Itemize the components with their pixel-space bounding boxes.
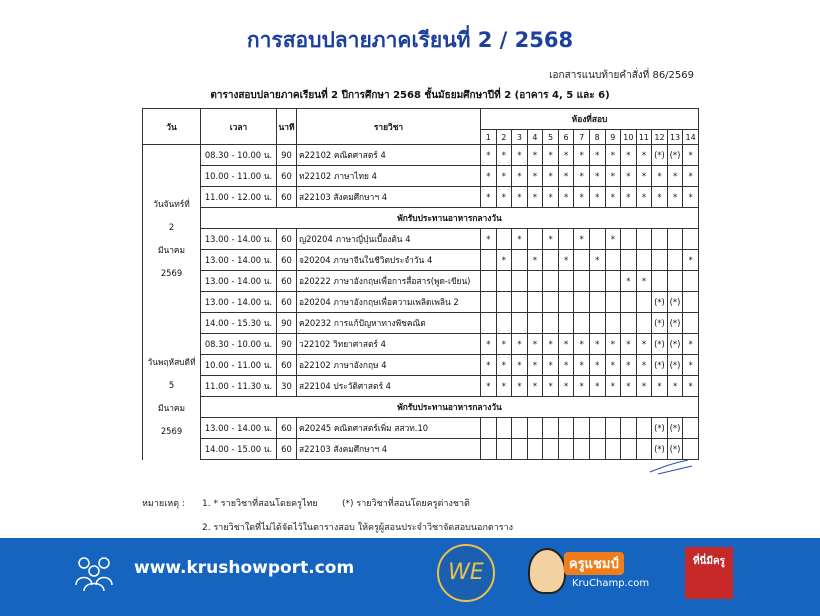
subject-cell: ท22102 ภาษาไทย 4 (297, 166, 481, 187)
room-mark-cell (574, 439, 590, 460)
room-mark-cell (605, 292, 621, 313)
room-mark-cell: * (574, 376, 590, 397)
room-mark-cell: * (605, 229, 621, 250)
room-mark-cell (652, 229, 668, 250)
room-mark-cell: (*) (667, 292, 683, 313)
room-mark-cell (589, 229, 605, 250)
room-mark-cell: * (496, 376, 512, 397)
room-mark-cell: * (512, 376, 528, 397)
room-mark-cell: * (574, 145, 590, 166)
document-reference: เอกสารแนบท้ายคำสั่งที่ 86/2569 (549, 70, 694, 81)
room-mark-cell: * (496, 355, 512, 376)
day-line: 2 (168, 222, 175, 233)
table-row (143, 313, 699, 334)
room-mark-cell: * (512, 145, 528, 166)
room-mark-cell: * (512, 355, 528, 376)
minutes-cell: 60 (277, 439, 297, 460)
room-mark-cell: * (605, 166, 621, 187)
room-mark-cell (636, 418, 652, 439)
room-mark-cell (605, 313, 621, 334)
room-mark-cell: * (558, 376, 574, 397)
room-mark-cell (558, 313, 574, 334)
minutes-cell: 60 (277, 166, 297, 187)
time-cell: 11.00 - 12.00 น. (201, 187, 277, 208)
room-number: 2 (496, 130, 512, 145)
room-mark-cell: * (512, 334, 528, 355)
day-cell (143, 334, 201, 460)
room-mark-cell: * (683, 166, 699, 187)
room-mark-cell: * (558, 145, 574, 166)
room-mark-cell: * (621, 271, 637, 292)
room-mark-cell (667, 250, 683, 271)
note-1a: 1. * รายวิชาที่สอนโดยครูไทย (202, 499, 318, 509)
room-mark-cell: * (543, 187, 559, 208)
subject-cell: อ20204 ภาษาอังกฤษเพื่อความเพลิดเพลิน 2 (297, 292, 481, 313)
room-mark-cell: * (543, 229, 559, 250)
room-mark-cell: * (652, 166, 668, 187)
lunch-break-label: พักรับประทานอาหารกลางวัน (201, 208, 699, 229)
room-mark-cell: * (636, 145, 652, 166)
room-mark-cell: * (496, 187, 512, 208)
room-mark-cell: * (558, 166, 574, 187)
table-row (143, 334, 699, 355)
room-mark-cell (512, 313, 528, 334)
room-mark-cell (605, 418, 621, 439)
room-mark-cell (621, 313, 637, 334)
room-mark-cell (481, 271, 497, 292)
room-mark-cell (605, 250, 621, 271)
room-mark-cell: * (636, 334, 652, 355)
room-mark-cell: (*) (667, 145, 683, 166)
room-mark-cell (667, 229, 683, 250)
room-mark-cell: (*) (667, 334, 683, 355)
room-mark-cell: * (621, 355, 637, 376)
room-mark-cell (543, 271, 559, 292)
room-mark-cell: * (605, 355, 621, 376)
day-line: มีนาคม (157, 402, 186, 413)
we-logo: WE (437, 544, 495, 602)
subject-cell: อ20222 ภาษาอังกฤษเพื่อการสื่อสาร(พูด-เขียน) (297, 271, 481, 292)
lunch-break-label: พักรับประทานอาหารกลางวัน (201, 397, 699, 418)
time-cell: 10.00 - 11.00 น. (201, 166, 277, 187)
room-number: 6 (558, 130, 574, 145)
room-mark-cell (496, 313, 512, 334)
table-row (143, 271, 699, 292)
room-mark-cell: * (527, 334, 543, 355)
room-mark-cell (683, 418, 699, 439)
room-mark-cell (683, 292, 699, 313)
room-mark-cell: * (621, 376, 637, 397)
room-mark-cell (621, 250, 637, 271)
room-mark-cell (481, 418, 497, 439)
room-mark-cell: * (667, 376, 683, 397)
room-mark-cell: * (481, 229, 497, 250)
table-row (143, 187, 699, 208)
red-logo: ที่นี่มีครู (685, 547, 733, 599)
room-mark-cell (527, 292, 543, 313)
header-subject: รายวิชา (297, 109, 481, 145)
room-mark-cell: * (683, 376, 699, 397)
minutes-cell: 90 (277, 334, 297, 355)
room-mark-cell: * (496, 334, 512, 355)
website-link[interactable]: www.krushowport.com (134, 558, 355, 578)
room-mark-cell (589, 313, 605, 334)
note-1b: (*) รายวิชาที่สอนโดยครูต่างชาติ (342, 499, 470, 509)
room-mark-cell: * (558, 355, 574, 376)
room-mark-cell (496, 292, 512, 313)
room-mark-cell: * (574, 187, 590, 208)
time-cell: 13.00 - 14.00 น. (201, 418, 277, 439)
room-mark-cell (621, 439, 637, 460)
subject-cell: อ22102 ภาษาอังกฤษ 4 (297, 355, 481, 376)
minutes-cell: 90 (277, 145, 297, 166)
room-mark-cell: * (481, 334, 497, 355)
room-mark-cell: * (636, 187, 652, 208)
room-number: 5 (543, 130, 559, 145)
room-mark-cell: (*) (652, 355, 668, 376)
room-mark-cell: * (589, 187, 605, 208)
room-mark-cell: * (636, 376, 652, 397)
day-line: 2569 (160, 425, 183, 436)
room-mark-cell (636, 292, 652, 313)
room-mark-cell: * (667, 187, 683, 208)
room-mark-cell: * (574, 355, 590, 376)
room-mark-cell: * (527, 166, 543, 187)
header-minutes: นาที (277, 109, 297, 145)
room-mark-cell (574, 313, 590, 334)
room-mark-cell: * (558, 250, 574, 271)
day-line: มีนาคม (157, 245, 186, 256)
lunch-break-row (143, 397, 699, 418)
room-mark-cell (512, 250, 528, 271)
room-number: 9 (605, 130, 621, 145)
table-row (143, 229, 699, 250)
notes-label: หมายเหตุ : (142, 499, 185, 509)
room-number: 10 (621, 130, 637, 145)
room-mark-cell: * (589, 376, 605, 397)
room-mark-cell (543, 418, 559, 439)
room-number: 11 (636, 130, 652, 145)
room-mark-cell (558, 271, 574, 292)
room-mark-cell (589, 292, 605, 313)
room-mark-cell: (*) (652, 145, 668, 166)
room-mark-cell (636, 313, 652, 334)
room-mark-cell: * (589, 355, 605, 376)
room-mark-cell (652, 250, 668, 271)
room-number: 4 (527, 130, 543, 145)
room-mark-cell: (*) (652, 313, 668, 334)
room-mark-cell: * (667, 166, 683, 187)
table-row (143, 166, 699, 187)
room-mark-cell (496, 418, 512, 439)
room-mark-cell: * (605, 376, 621, 397)
time-cell: 11.00 - 11.30 น. (201, 376, 277, 397)
exam-schedule-table (142, 108, 699, 460)
notes-section (142, 496, 513, 544)
room-mark-cell (527, 271, 543, 292)
room-mark-cell: * (496, 166, 512, 187)
subject-cell: ส22104 ประวัติศาสตร์ 4 (297, 376, 481, 397)
room-mark-cell: * (574, 334, 590, 355)
subject-cell: ค20232 การแก้ปัญหาทางพีชคณิต (297, 313, 481, 334)
room-number: 1 (481, 130, 497, 145)
table-row (143, 418, 699, 439)
room-mark-cell (558, 439, 574, 460)
room-mark-cell (512, 418, 528, 439)
room-mark-cell: (*) (667, 355, 683, 376)
room-mark-cell: (*) (667, 313, 683, 334)
subject-cell: ค20245 คณิตศาสตร์เพิ่ม สสวท.10 (297, 418, 481, 439)
header-day: วัน (143, 109, 201, 145)
room-mark-cell (481, 439, 497, 460)
room-mark-cell: * (543, 376, 559, 397)
room-mark-cell: * (605, 145, 621, 166)
time-cell: 14.00 - 15.30 น. (201, 313, 277, 334)
room-mark-cell (512, 439, 528, 460)
room-mark-cell (589, 271, 605, 292)
room-mark-cell (589, 439, 605, 460)
minutes-cell: 60 (277, 187, 297, 208)
room-mark-cell (589, 418, 605, 439)
room-mark-cell (574, 271, 590, 292)
room-mark-cell (605, 439, 621, 460)
room-mark-cell (683, 271, 699, 292)
room-mark-cell (558, 418, 574, 439)
note-2: 2. รายวิชาใดที่ไม่ได้จัดไว้ในตารางสอบ ให้ครูผู้สอนประจำวิชาจัดสอบนอกตาราง (202, 523, 514, 533)
room-mark-cell (667, 271, 683, 292)
avatar (528, 548, 566, 594)
room-mark-cell: * (496, 250, 512, 271)
room-mark-cell: * (636, 271, 652, 292)
table-row (143, 355, 699, 376)
subject-cell: ส22103 สังคมศึกษาฯ 4 (297, 439, 481, 460)
room-mark-cell (481, 292, 497, 313)
room-mark-cell: * (621, 145, 637, 166)
room-mark-cell: * (652, 376, 668, 397)
room-mark-cell (683, 313, 699, 334)
room-mark-cell (621, 229, 637, 250)
room-mark-cell: (*) (667, 418, 683, 439)
subject-cell: ว22102 วิทยาศาสตร์ 4 (297, 334, 481, 355)
room-mark-cell: * (543, 355, 559, 376)
room-mark-cell (574, 418, 590, 439)
room-mark-cell: * (589, 334, 605, 355)
minutes-cell: 60 (277, 271, 297, 292)
room-mark-cell: * (621, 334, 637, 355)
room-mark-cell: * (512, 187, 528, 208)
minutes-cell: 60 (277, 292, 297, 313)
room-mark-cell: * (481, 355, 497, 376)
room-mark-cell: * (574, 166, 590, 187)
minutes-cell: 30 (277, 376, 297, 397)
minutes-cell: 90 (277, 313, 297, 334)
table-row (143, 250, 699, 271)
room-mark-cell (558, 229, 574, 250)
room-mark-cell: * (543, 166, 559, 187)
room-mark-cell (496, 271, 512, 292)
room-mark-cell (481, 250, 497, 271)
room-number: 7 (574, 130, 590, 145)
kruchamp-name: ครูแชมป์ (564, 552, 624, 575)
room-mark-cell (496, 229, 512, 250)
room-mark-cell: * (558, 334, 574, 355)
room-mark-cell: (*) (652, 418, 668, 439)
kruchamp-domain: KruChamp.com (572, 578, 650, 589)
room-mark-cell (512, 271, 528, 292)
room-mark-cell: * (589, 250, 605, 271)
room-mark-cell: * (527, 145, 543, 166)
room-number: 8 (589, 130, 605, 145)
room-mark-cell (652, 271, 668, 292)
minutes-cell: 60 (277, 355, 297, 376)
room-mark-cell: (*) (667, 439, 683, 460)
page-title: การสอบปลายภาคเรียนที่ 2 / 2568 (246, 28, 574, 52)
room-mark-cell: * (543, 145, 559, 166)
signature-mark (648, 456, 694, 476)
room-mark-cell: * (558, 187, 574, 208)
room-mark-cell: * (496, 145, 512, 166)
room-mark-cell: * (683, 145, 699, 166)
room-mark-cell: * (512, 229, 528, 250)
room-number: 12 (652, 130, 668, 145)
room-number: 3 (512, 130, 528, 145)
day-cell (143, 145, 201, 334)
room-number: 14 (683, 130, 699, 145)
room-mark-cell: * (527, 355, 543, 376)
time-cell: 13.00 - 14.00 น. (201, 250, 277, 271)
room-mark-cell: * (605, 187, 621, 208)
day-line: 5 (168, 379, 175, 390)
time-cell: 08.30 - 10.00 น. (201, 334, 277, 355)
subject-cell: จ20204 ภาษาจีนในชีวิตประจำวัน 4 (297, 250, 481, 271)
room-mark-cell: * (574, 229, 590, 250)
room-mark-cell: * (621, 187, 637, 208)
room-mark-cell (527, 418, 543, 439)
table-row (143, 145, 699, 166)
table-row (143, 439, 699, 460)
room-mark-cell: * (605, 334, 621, 355)
room-mark-cell (527, 313, 543, 334)
room-mark-cell: * (481, 187, 497, 208)
time-cell: 13.00 - 14.00 น. (201, 229, 277, 250)
room-mark-cell: * (683, 187, 699, 208)
day-line: วันพฤหัสบดีที่ (147, 356, 196, 367)
kruchamp-logo (528, 546, 648, 598)
footer-banner (0, 538, 820, 616)
room-mark-cell: * (636, 166, 652, 187)
room-mark-cell (621, 292, 637, 313)
time-cell: 13.00 - 14.00 น. (201, 271, 277, 292)
room-mark-cell (636, 229, 652, 250)
header-rooms: ห้องที่สอบ (481, 109, 699, 130)
room-mark-cell (621, 418, 637, 439)
room-mark-cell (543, 250, 559, 271)
subject-cell: ค22102 คณิตศาสตร์ 4 (297, 145, 481, 166)
time-cell: 14.00 - 15.00 น. (201, 439, 277, 460)
room-mark-cell: * (527, 250, 543, 271)
table-row (143, 292, 699, 313)
room-mark-cell (574, 292, 590, 313)
room-mark-cell (527, 439, 543, 460)
room-mark-cell: * (589, 145, 605, 166)
subject-cell: ส22103 สังคมศึกษาฯ 4 (297, 187, 481, 208)
room-mark-cell: * (636, 355, 652, 376)
team-icon (72, 551, 116, 591)
header-time: เวลา (201, 109, 277, 145)
minutes-cell: 60 (277, 250, 297, 271)
room-mark-cell: * (481, 376, 497, 397)
room-mark-cell: * (621, 166, 637, 187)
room-mark-cell (543, 439, 559, 460)
room-mark-cell: * (527, 376, 543, 397)
room-mark-cell (512, 292, 528, 313)
room-mark-cell (636, 250, 652, 271)
room-mark-cell: * (543, 334, 559, 355)
room-mark-cell (527, 229, 543, 250)
table-row (143, 376, 699, 397)
time-cell: 08.30 - 10.00 น. (201, 145, 277, 166)
room-mark-cell: * (481, 145, 497, 166)
room-mark-cell: * (527, 187, 543, 208)
room-mark-cell: * (683, 334, 699, 355)
minutes-cell: 60 (277, 418, 297, 439)
room-mark-cell: * (683, 355, 699, 376)
day-line: 2569 (160, 268, 183, 279)
day-line: วันจันทร์ที่ (153, 199, 190, 210)
room-mark-cell: (*) (652, 439, 668, 460)
room-mark-cell: * (481, 166, 497, 187)
room-mark-cell: * (652, 187, 668, 208)
minutes-cell: 60 (277, 229, 297, 250)
time-cell: 10.00 - 11.00 น. (201, 355, 277, 376)
room-mark-cell (481, 313, 497, 334)
room-mark-cell (558, 292, 574, 313)
room-mark-cell: * (683, 250, 699, 271)
time-cell: 13.00 - 14.00 น. (201, 292, 277, 313)
room-number: 13 (667, 130, 683, 145)
subject-cell: ญ20204 ภาษาญี่ปุ่นเบื้องต้น 4 (297, 229, 481, 250)
room-mark-cell (605, 271, 621, 292)
lunch-break-row (143, 208, 699, 229)
room-mark-cell: * (512, 166, 528, 187)
table-caption: ตารางสอบปลายภาคเรียนที่ 2 ปีการศึกษา 2568 ชั้นมัธยมศึกษาปีที่ 2 (อาคาร 4, 5 และ 6) (210, 90, 610, 101)
room-mark-cell: * (589, 166, 605, 187)
room-mark-cell: (*) (652, 334, 668, 355)
room-mark-cell (683, 229, 699, 250)
room-mark-cell (543, 292, 559, 313)
room-mark-cell: (*) (652, 292, 668, 313)
room-mark-cell (574, 250, 590, 271)
room-mark-cell (543, 313, 559, 334)
room-mark-cell (496, 439, 512, 460)
